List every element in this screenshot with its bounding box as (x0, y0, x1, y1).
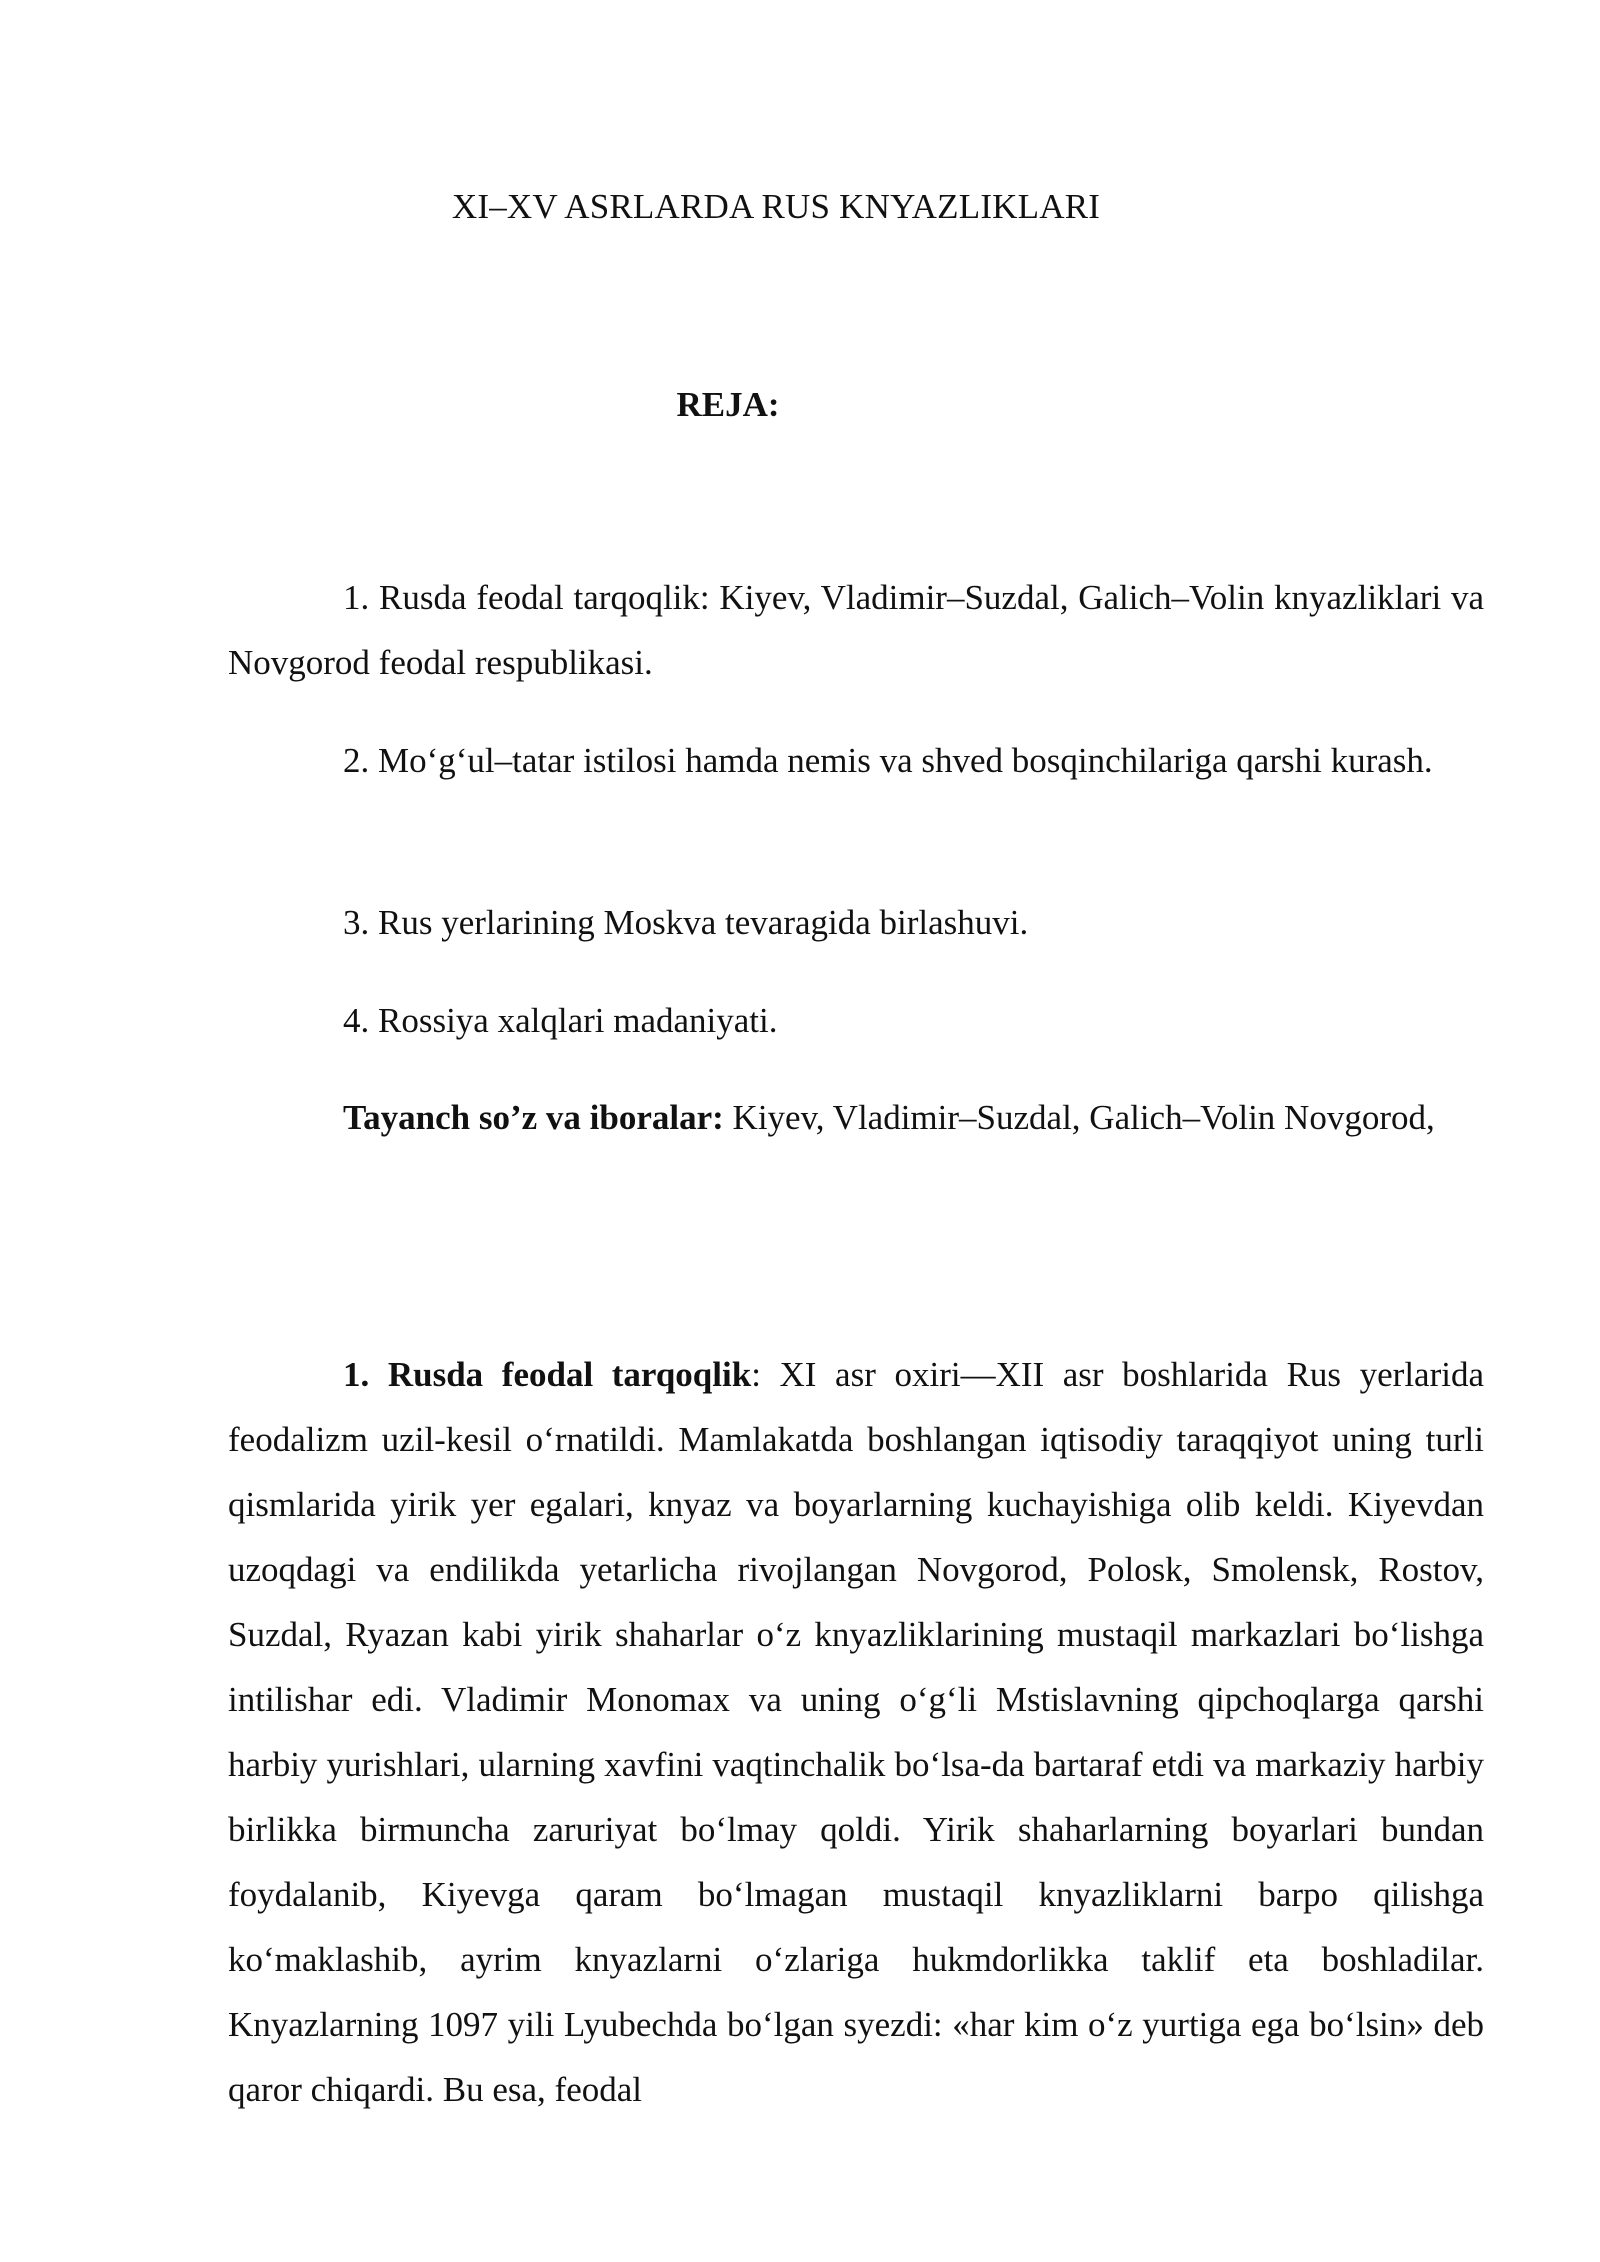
plan-heading: REJA: (676, 385, 780, 424)
keywords-text: Kiyev, Vladimir–Suzdal, Galich–Volin Novgorod, (723, 1098, 1435, 1137)
plan-item-2: 2. Mo‘g‘ul–tatar istilosi hamda nemis va shved bosqinchilariga qarshi kurash. (343, 741, 1433, 780)
keywords-label: Tayanch so’z va iboralar: (343, 1098, 724, 1137)
plan-item-1: 1. Rusda feodal tarqoqlik: Kiyev, Vladimir–Suzdal, Galich–Volin knyazliklari va Novgorod feodal respublikasi. (228, 578, 1484, 682)
plan-item-3: 3. Rus yerlarining Moskva tevaragida birlashuvi. (343, 903, 1029, 942)
plan-item-4: 4. Rossiya xalqlari madaniyati. (343, 1001, 778, 1040)
section-1-heading: 1. Rusda feodal tarqoqlik (343, 1355, 752, 1394)
section-1-paragraph (228, 1342, 1484, 2122)
section-1-text: : XI asr oxiri—XII asr boshlarida Rus yerlarida feodalizm uzil-kesil o‘rnatildi. Mamlakatda boshlangan iqtisodiy taraqqiyot uning turli qismlarida yirik yer egalari, knyaz va boyarlarning kuchayishiga olib keldi. Kiyevdan uzoqdagi va endilikda yetarlicha rivojlangan Novgorod, Polosk, Smolensk, Rostov, Suzdal, Ryazan kabi yirik shaharlar o‘z knyazliklarining mustaqil markazlari bo‘lishga intilishar edi. Vladimir Monomax va uning o‘g‘li Mstislavning qipchoqlarga qarshi harbiy yurishlari, ularning xavfini vaqtinchalik bo‘lsa-da bartaraf etdi va markaziy harbiy birlikka birmuncha zaruriyat bo‘lmay qoldi. Yirik shaharlarning boyarlari bundan foydalanib, Kiyevga qaram bo‘lmagan mustaqil knyazliklarni barpo qilishga ko‘maklashib, ayrim knyazlarni o‘zlariga hukmdorlikka taklif eta boshladilar. Knyazlarning 1097 yili Lyubechda bo‘lgan syezdi: «har kim o‘z yurtiga ega bo‘lsin» deb qaror chiqardi. Bu esa, feodal (228, 1355, 1485, 2109)
keywords-paragraph (228, 1085, 1484, 1150)
document-title: XI–XV ASRLARDA RUS KNYAZLIKLARI (451, 187, 1101, 226)
